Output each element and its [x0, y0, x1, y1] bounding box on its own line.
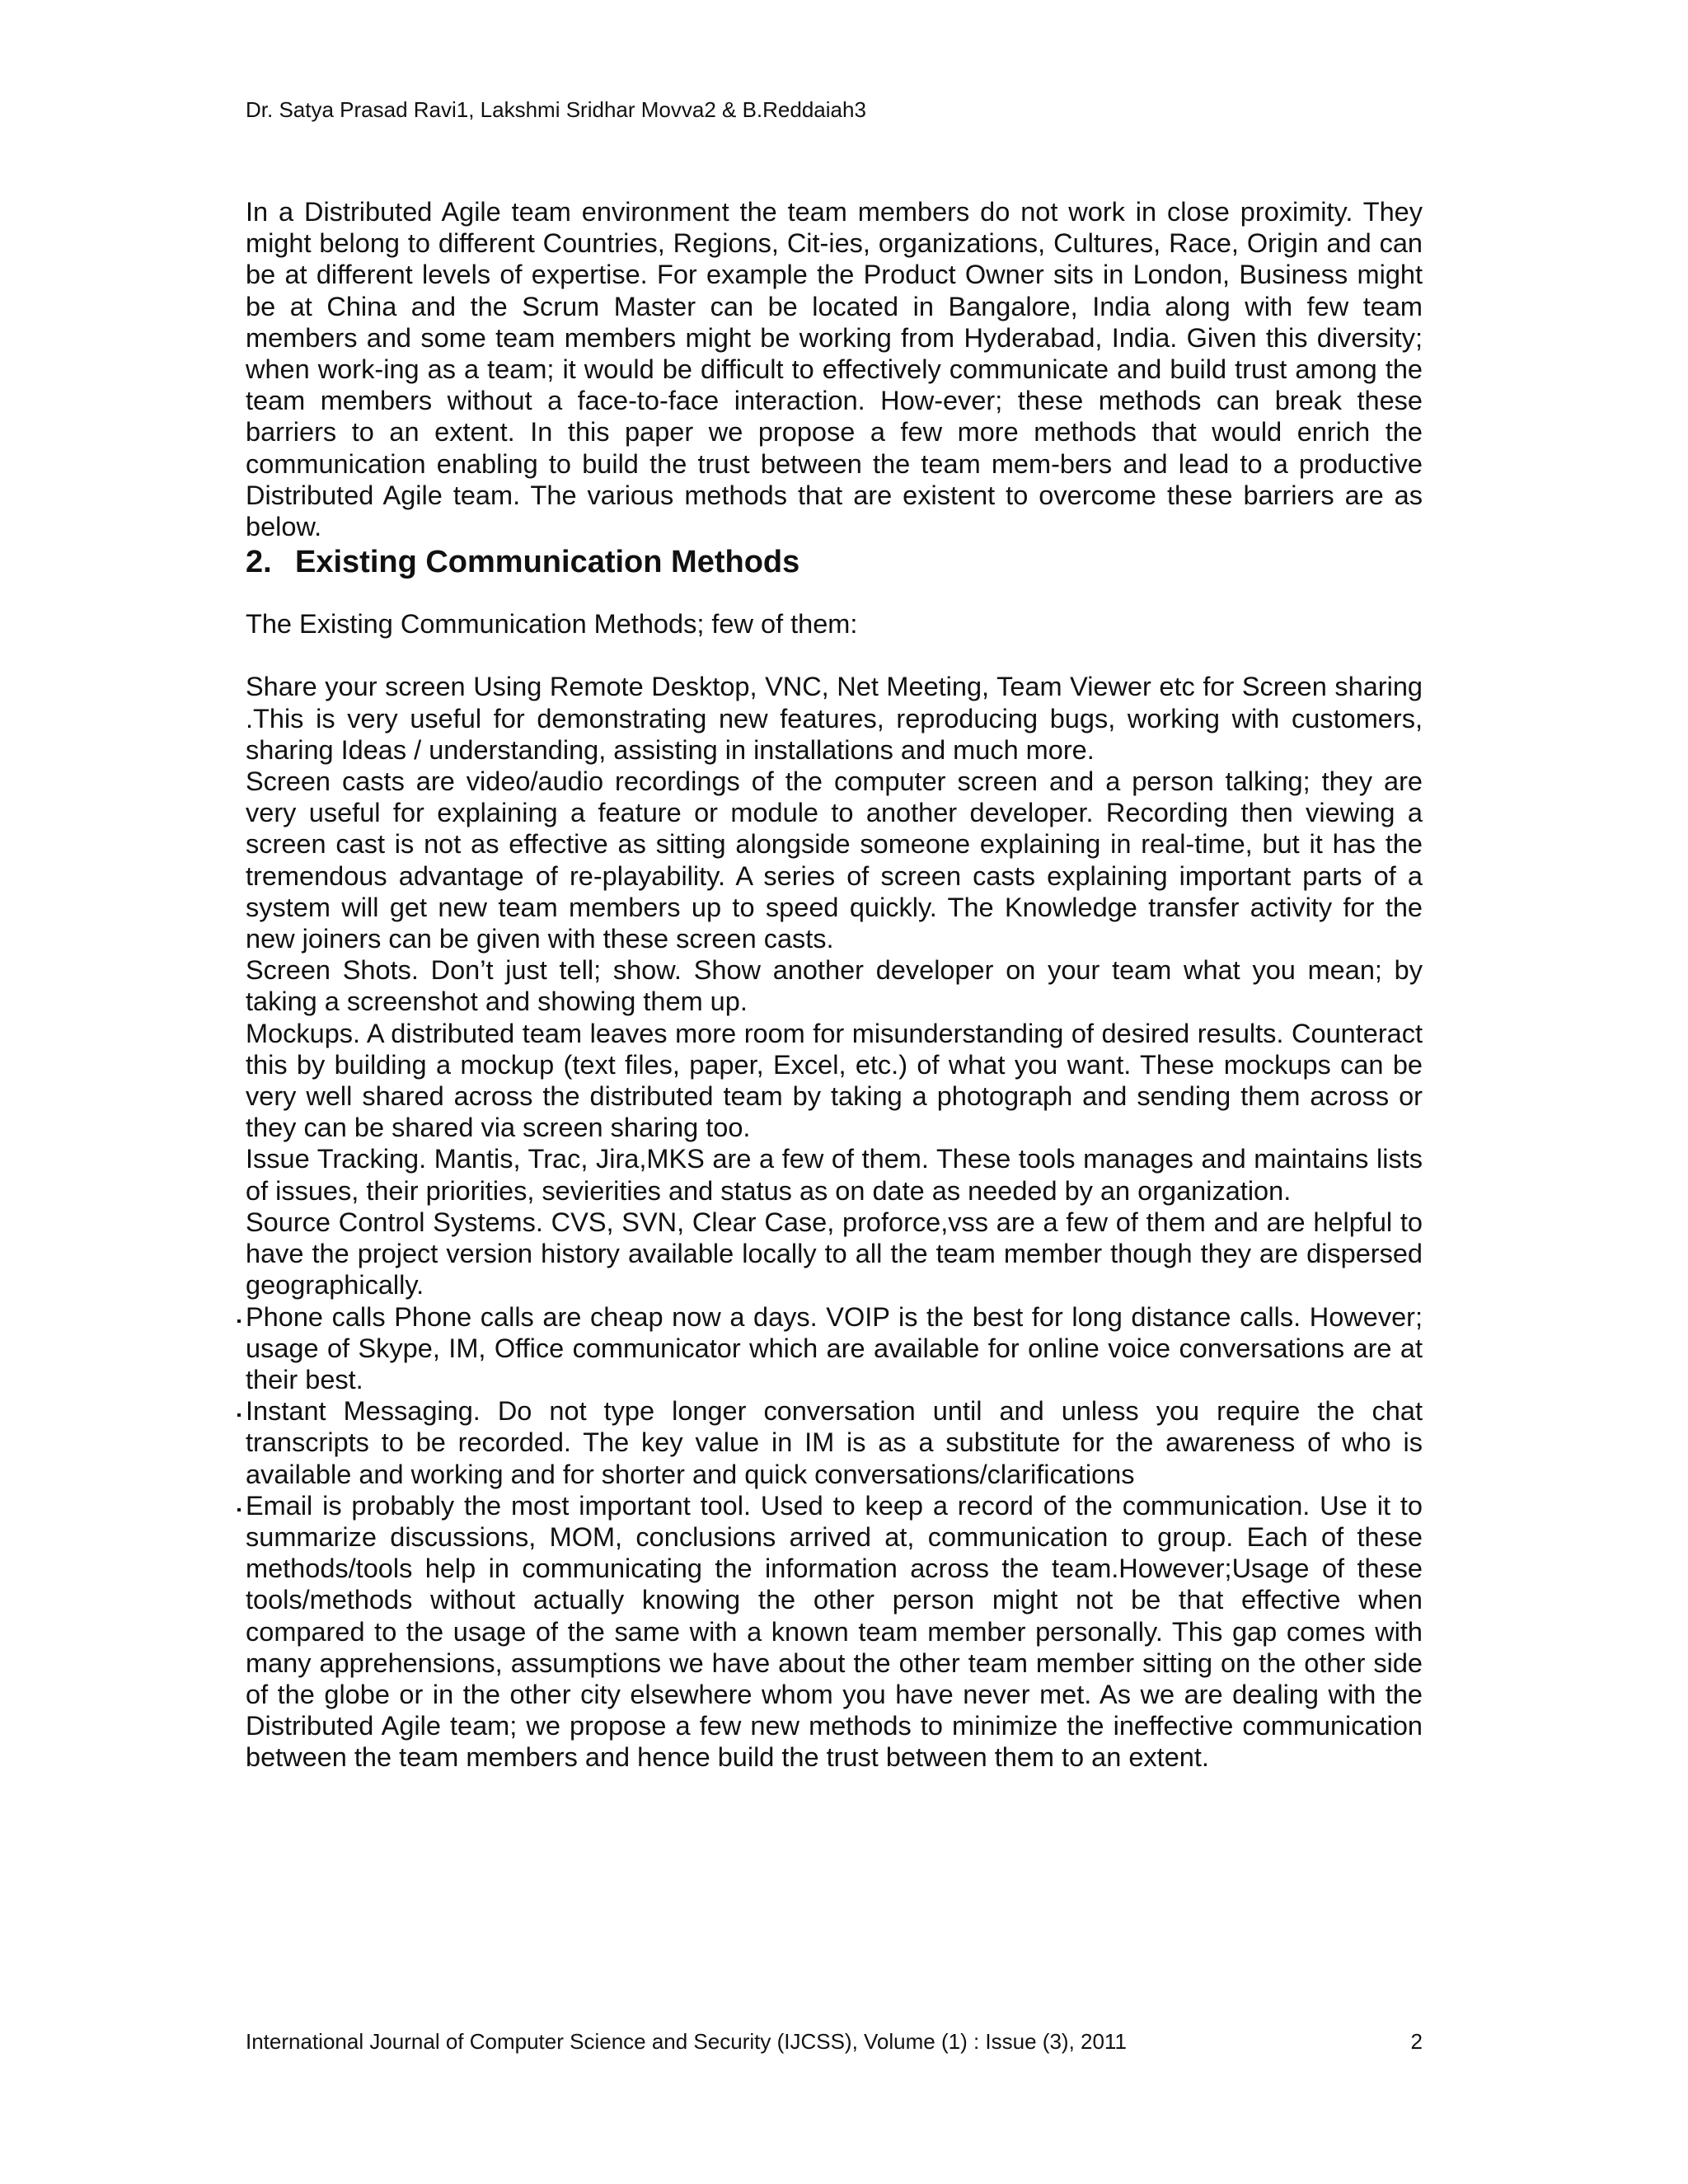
page-footer: [246, 2027, 1423, 2055]
list-item-screen-casts: Screen casts are video/audio recordings of the computer screen and a person talking; they are very useful for explaining a feature or module to another developer. Recording then viewing a screen cast is not as effective as sitting alongside someone explaining in real-time, but it has the tremendous advantage of re-playability. A series of screen casts explaining important parts of a system will get new team members up to speed quickly. The Knowledge transfer activity for the new joiners can be given with these screen casts.: [246, 766, 1423, 954]
footer-journal: International Journal of Computer Science and Security (IJCSS), Volume (1) : Issue (3), 2011: [246, 2029, 1127, 2054]
list-item-screen-shots: Screen Shots. Don’t just tell; show. Show another developer on your team what you mean; by taking a screenshot and showing them up.: [246, 955, 1423, 1017]
bullet-dot-icon: [237, 1508, 241, 1511]
page-number: 2: [1410, 2029, 1423, 2054]
intro-paragraph: In a Distributed Agile team environment the team members do not work in close proximity. They might belong to different Countries, Regions, Cit-ies, organizations, Cultures, Race, Origin and can be at different levels of expertise. For example the Product Owner sits in London, Business might be at China and the Scrum Master can be located in Bangalore, India along with few team members and some team members might be working from Hyderabad, India. Given this diversity; when work-ing as a team; it would be difficult to effectively communicate and build trust among the team members without a face-to-face interaction. How-ever; these methods can break these barriers to an extent. In this paper we propose a few more methods that would enrich the communication enabling to build the trust between the team mem-bers and lead to a productive Distributed Agile team. The various methods that are existent to overcome these barriers are as below.: [246, 197, 1423, 542]
section-title: Existing Communication Methods: [295, 545, 800, 580]
list-item-instant-messaging: Instant Messaging. Do not type longer conversation until and unless you require the chat transcripts to be recorded. The key value in IM is as a substitute for the awareness of who is available and working and for shorter and quick conversations/clarifications: [246, 1395, 1423, 1490]
list-item-source-control: Source Control Systems. CVS, SVN, Clear Case, proforce,vss are a few of them and are helpful to have the project version history available locally to all the team member though they are dispersed geographically.: [246, 1207, 1423, 1301]
section-number: 2.: [246, 545, 272, 580]
section-intro: The Existing Communication Methods; few of them:: [246, 609, 858, 640]
list-item-issue-tracking: Issue Tracking. Mantis, Trac, Jira,MKS are a few of them. These tools manages and maintains lists of issues, their priorities, sevierities and status as on date as needed by an organization.: [246, 1144, 1423, 1206]
list-item-screen-sharing: Share your screen Using Remote Desktop, VNC, Net Meeting, Team Viewer etc for Screen sharing .This is very useful for demonstrating new features, reproducing bugs, working with customers, sharing Ideas / understanding, assisting in installations and much more.: [246, 672, 1423, 765]
section-heading: [246, 544, 1423, 580]
list-item-mockups: Mockups. A distributed team leaves more room for misunderstanding of desired results. Counteract this by building a mockup (text files, paper, Excel, etc.) of what you want. These mockups can be very well shared across the distributed team by taking a photograph and sending them across or they can be shared via screen sharing too.: [246, 1018, 1423, 1143]
bullet-dot-icon: [237, 1319, 241, 1323]
running-header: Dr. Satya Prasad Ravi1, Lakshmi Sridhar Movva2 & B.Reddaiah3: [246, 97, 866, 122]
bullet-dot-icon: [237, 1413, 241, 1417]
list-item-phone-calls: Phone calls Phone calls are cheap now a days. VOIP is the best for long distance calls. However; usage of Skype, IM, Office communicator which are available for online voice conversations are at their best.: [246, 1301, 1423, 1396]
list-item-email: Email is probably the most important tool. Used to keep a record of the communication. Use it to summarize discussions, MOM, conclusions arrived at, communication to group. Each of these methods/tools help in communicating the information across the team.However;Usage of these tools/methods without actually knowing the other person might not be that effective when compared to the usage of the same with a known team member personally. This gap comes with many apprehensions, assumptions we have about the other team member sitting on the other side of the globe or in the other city elsewhere whom you have never met. As we are dealing with the Distributed Agile team; we propose a few new methods to minimize the ineffective communication between the team members and hence build the trust between them to an extent.: [246, 1490, 1423, 1774]
page-body: [246, 196, 1423, 1774]
